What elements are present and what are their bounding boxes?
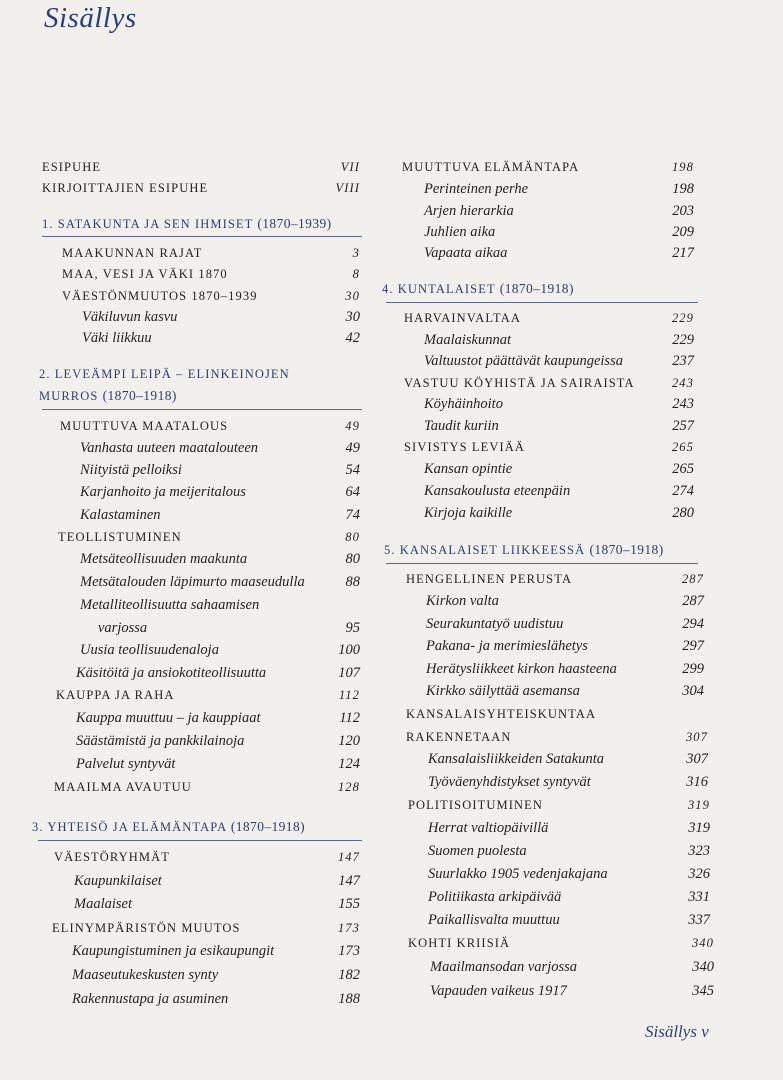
toc-section[interactable]: RAKENNETAAN 307	[406, 730, 708, 744]
toc-subsection[interactable]: Karjanhoito ja meijeritalous 64	[80, 484, 360, 500]
toc-subsection[interactable]: Metsätalouden läpimurto maaseudulla 88	[80, 574, 360, 590]
toc-section[interactable]: VÄESTÖNMUUTOS 1870–1939 30	[62, 289, 360, 303]
chapter-heading[interactable]: 3. YHTEISÖ JA ELÄMÄNTAPA (1870–1918)	[32, 819, 306, 834]
toc-subsection[interactable]: Säästämistä ja pankkilainoja 120	[76, 733, 360, 749]
toc-subsection[interactable]: Maailmansodan varjossa 340	[430, 959, 714, 975]
toc-subsection[interactable]: Juhlien aika 209	[424, 224, 694, 240]
toc-subsection[interactable]: Valtuustot päättävät kaupungeissa 237	[424, 353, 694, 369]
toc-subsection[interactable]: Kansalaisliikkeiden Satakunta 307	[428, 751, 708, 767]
chapter-heading[interactable]: 2. LEVEÄMPI LEIPÄ – ELINKEINOJEN MURROS (1870–1918)	[39, 367, 290, 403]
toc-subsection[interactable]: Seurakuntatyö uudistuu 294	[426, 616, 704, 632]
toc-subsection[interactable]: Perinteinen perhe 198	[424, 181, 694, 197]
page-title: Sisällys	[44, 2, 137, 34]
toc-subsection[interactable]: Kirjoja kaikille 280	[424, 505, 694, 521]
toc-section[interactable]: VASTUU KÖYHISTÄ JA SAIRAISTA 243	[404, 376, 694, 390]
toc-section[interactable]: KOHTI KRIISIÄ 340	[408, 936, 714, 950]
toc-subsection[interactable]: Herrat valtiopäivillä 319	[428, 820, 710, 836]
divider	[386, 563, 698, 564]
toc-subsection[interactable]: Väki liikkuu 42	[82, 330, 360, 346]
divider	[38, 840, 362, 841]
toc-subsection[interactable]: Köyhäinhoito 243	[424, 396, 694, 412]
toc-subsection[interactable]: Niityistä pelloiksi 54	[80, 462, 360, 478]
toc-subsection[interactable]: Metalliteollisuutta sahaamisen	[80, 597, 260, 613]
divider	[42, 236, 362, 237]
toc-subsection[interactable]: Rakennustapa ja asuminen 188	[72, 991, 360, 1007]
toc-section[interactable]: KAUPPA JA RAHA 112	[56, 688, 360, 702]
toc-label: KIRJOITTAJIEN ESIPUHE	[42, 181, 209, 195]
toc-subsection[interactable]: Kansan opintie 265	[424, 461, 694, 477]
toc-section[interactable]: MUUTTUVA MAATALOUS 49	[60, 419, 360, 433]
toc-subsection[interactable]: Herätysliikkeet kirkon haasteena 299	[426, 661, 704, 677]
toc-subsection[interactable]: Kirkko säilyttää asemansa 304	[426, 683, 704, 699]
chapter-heading[interactable]: 1. SATAKUNTA JA SEN IHMISET (1870–1939)	[42, 216, 332, 231]
toc-subsection[interactable]: Kirkon valta 287	[426, 593, 704, 609]
toc-section[interactable]: MUUTTUVA ELÄMÄNTAPA 198	[402, 160, 694, 174]
toc-section[interactable]: HENGELLINEN PERUSTA 287	[406, 572, 704, 586]
toc-subsection[interactable]: Kaupungistuminen ja esikaupungit 173	[72, 943, 360, 959]
toc-subsection[interactable]: Uusia teollisuudenaloja 100	[80, 642, 360, 658]
toc-label: ESIPUHE	[42, 160, 102, 174]
divider	[42, 409, 362, 410]
toc-subsection[interactable]: Palvelut syntyvät 124	[76, 756, 360, 772]
toc-section[interactable]: SIVISTYS LEVIÄÄ 265	[404, 440, 694, 454]
toc-section[interactable]: HARVAINVALTAA 229	[404, 311, 694, 325]
toc-section[interactable]: KANSALAISYHTEISKUNTAA	[406, 707, 597, 721]
toc-subsection[interactable]: Paikallisvalta muuttuu 337	[428, 912, 710, 928]
toc-subsection[interactable]: Arjen hierarkia 203	[424, 203, 694, 219]
toc-section[interactable]: VÄESTÖRYHMÄT 147	[54, 850, 360, 864]
toc-subsection[interactable]: varjossa 95	[98, 620, 360, 636]
toc-section[interactable]: POLITISOITUMINEN 319	[408, 798, 710, 812]
toc-subsection[interactable]: Työväenyhdistykset syntyvät 316	[428, 774, 708, 790]
toc-subsection[interactable]: Vapaata aikaa 217	[424, 245, 694, 261]
toc-subsection[interactable]: Suomen puolesta 323	[428, 843, 710, 859]
toc-subsection[interactable]: Vapauden vaikeus 1917 345	[430, 983, 714, 999]
toc-section[interactable]: TEOLLISTUMINEN 80	[58, 530, 360, 544]
toc-subsection[interactable]: Maaseutukeskusten synty 182	[72, 967, 360, 983]
chapter-heading[interactable]: 4. KUNTALAISET (1870–1918)	[382, 281, 574, 296]
divider	[386, 302, 698, 303]
toc-entry[interactable]	[42, 157, 360, 178]
toc-subsection[interactable]: Kansakoulusta eteenpäin 274	[424, 483, 694, 499]
toc-subsection[interactable]: Pakana- ja merimieslähetys 297	[426, 638, 704, 654]
chapter-heading[interactable]: 5. KANSALAISET LIIKKEESSÄ (1870–1918)	[384, 542, 664, 557]
toc-subsection[interactable]: Vanhasta uuteen maatalouteen 49	[80, 440, 360, 456]
toc-section[interactable]: MAAKUNNAN RAJAT 3	[62, 246, 360, 260]
toc-page: VIII	[335, 181, 360, 195]
toc-subsection[interactable]: Käsitöitä ja ansiokotiteollisuutta 107	[76, 665, 360, 681]
toc-section[interactable]: MAAILMA AVAUTUU 128	[54, 780, 360, 794]
toc-section[interactable]: ELINYMPÄRISTÖN MUUTOS 173	[52, 921, 360, 935]
toc-subsection[interactable]: Metsäteollisuuden maakunta 80	[80, 551, 360, 567]
toc-subsection[interactable]: Kalastaminen 74	[80, 507, 360, 523]
toc-subsection[interactable]: Kauppa muuttuu – ja kauppiaat 112	[76, 710, 360, 726]
toc-subsection[interactable]: Suurlakko 1905 vedenjakajana 326	[428, 866, 710, 882]
toc-subsection[interactable]: Kaupunkilaiset 147	[74, 873, 360, 889]
toc-subsection[interactable]: Politiikasta arkipäivää 331	[428, 889, 710, 905]
toc-subsection[interactable]: Taudit kuriin 257	[424, 418, 694, 434]
toc-subsection[interactable]: Maalaiskunnat 229	[424, 332, 694, 348]
toc-subsection[interactable]: Maalaiset 155	[74, 896, 360, 912]
toc-entry[interactable]	[42, 178, 360, 199]
toc-section[interactable]: MAA, VESI JA VÄKI 1870 8	[62, 267, 360, 281]
running-footer: Sisällys v	[645, 1022, 709, 1041]
toc-page: VII	[340, 160, 360, 174]
toc-subsection[interactable]: Väkiluvun kasvu 30	[82, 309, 360, 325]
